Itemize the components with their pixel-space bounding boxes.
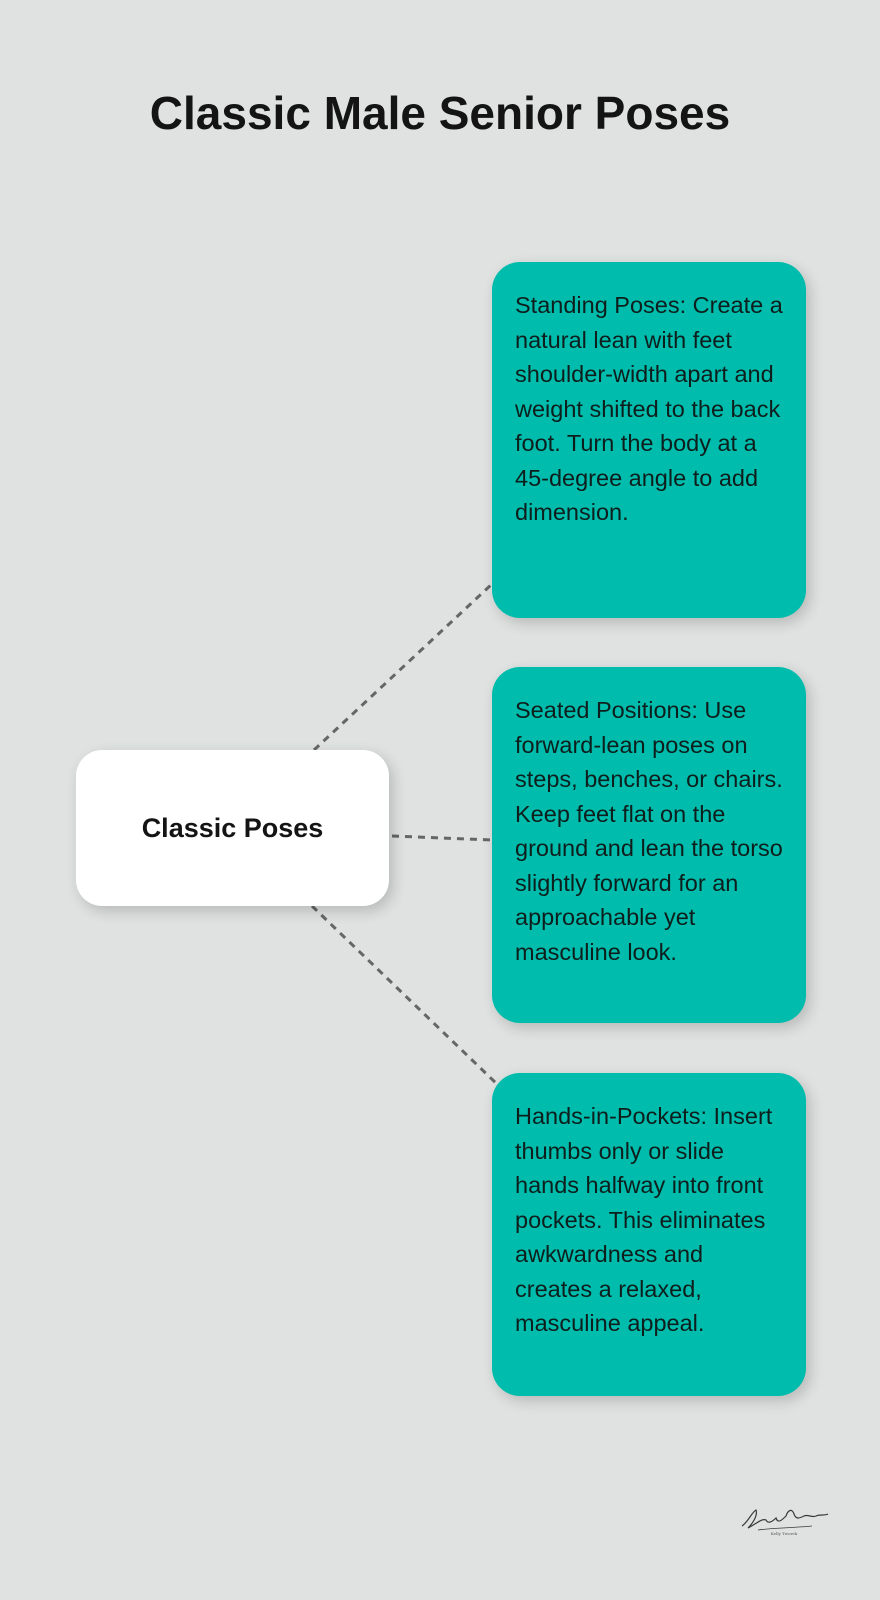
- branch-card-seated-positions: [492, 667, 806, 1023]
- branch-card-text: Seated Positions: Use forward-lean poses on steps, benches, or chairs. Keep feet flat on the ground and lean the torso slightly forward for an approachable yet masculine look.: [515, 697, 783, 965]
- center-node: [76, 750, 389, 906]
- branch-card-hands-in-pockets: [492, 1073, 806, 1396]
- branch-card-text: Hands-in-Pockets: Insert thumbs only or slide hands halfway into front pockets. This eliminates awkwardness and creates a relaxed, masculine appeal.: [515, 1103, 773, 1336]
- center-node-label: Classic Poses: [141, 812, 324, 843]
- signature-text: Kelly Tworek: [770, 1531, 798, 1536]
- branch-card-text: Standing Poses: Create a natural lean with feet shoulder-width apart and weight shifted to the back foot. Turn the body at a 45-degree angle to add dimension.: [515, 292, 783, 525]
- signature-logo: [738, 1502, 830, 1536]
- connector-line-standing: [314, 584, 492, 750]
- page-title: Classic Male Senior Poses: [149, 87, 731, 139]
- connector-line-hands: [312, 906, 498, 1085]
- connector-line-seated: [392, 836, 492, 840]
- branch-card-standing-poses: [492, 262, 806, 618]
